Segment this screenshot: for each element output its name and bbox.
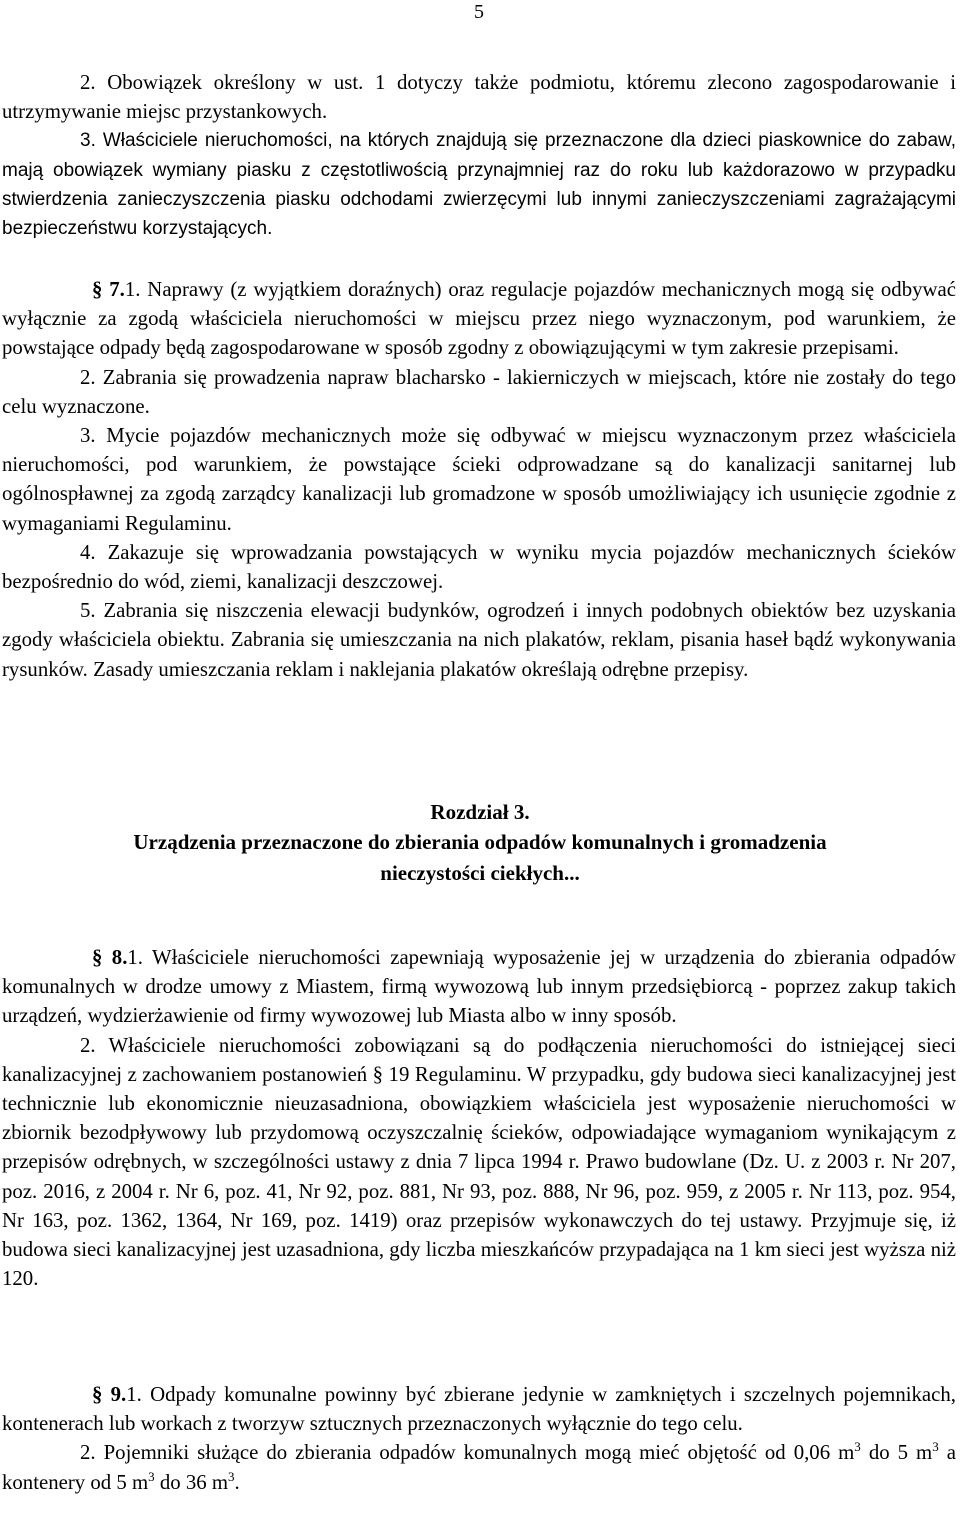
paragraph: 5. Zabrania się niszczenia elewacji budynków, ogrodzeń i innych podobnych obiektów bez uzyskania zgody właściciela obiektu. Zabrania się umieszczania na nich plakatów, reklam, pisania haseł bądź wykonywania rysunków. Zasady umieszczania reklam i naklejania plakatów określają odrębne przepisy. [2, 599, 956, 681]
chapter-title-line2: nieczystości ciekłych... [380, 861, 580, 885]
page-number: 5 [474, 1, 484, 23]
section-number: § 9. [92, 1383, 127, 1406]
paragraph: 3. Mycie pojazdów mechanicznych może się odbywać w miejscu wyznaczonym przez właściciela nieruchomości, pod warunkiem, że powstające ścieki odprowadzane są do kanalizacji sanitarnej lub ogólnospławnej za zgodą zarządcy kanalizacji lub gromadzone w sposób umożliwiający ich usunięcie zgodnie z wymaganiami Regulaminu. [2, 424, 956, 535]
paragraph: § 7.1. Naprawy (z wyjątkiem doraźnych) oraz regulacje pojazdów mechanicznych mogą się odbywać wyłącznie za zgodą właściciela nieruchomości w miejscu przez niego wyznaczonym, pod warunkiem, że powstające odpady będą zagospodarowane w sposób zgodny z obowiązującymi w tym zakresie przepisami. [2, 278, 956, 360]
section-9 [2, 1380, 956, 1497]
chapter-label: Rozdział 3. [430, 800, 530, 824]
paragraph: 2. Właściciele nieruchomości zobowiązani są do podłączenia nieruchomości do istniejącej sieci kanalizacyjnej z zachowaniem postanowień § 19 Regulaminu. W przypadku, gdy budowa sieci kanalizacyjnej jest technicznie lub ekonomicznie nieuzasadniona, obowiązkiem właściciela jest wyposażenie nieruchomości w zbiornik bezodpływowy lub przydomową oczyszczalnię ścieków, odpowiadające wymaganiom wynikającym z przepisów odrębnych, w szczególności ustawy z dnia 7 lipca 1994 r. Prawo budowlane (Dz. U. z 2003 r. Nr 207, poz. 2016, z 2004 r. Nr 6, poz. 41, Nr 92, poz. 881, Nr 93, poz. 888, Nr 96, poz. 959, z 2005 r. Nr 113, poz. 954, Nr 163, poz. 1362, 1364, Nr 169, poz. 1419) oraz przepisów wykonawczych do tej ustawy. Przyjmuje się, iż budowa sieci kanalizacyjnej jest uzasadniona, gdy liczba mieszkańców przypadająca na 1 km sieci jest wyższa niż 120. [2, 1033, 956, 1291]
section-8 [2, 943, 956, 1293]
section-7 [2, 275, 956, 684]
section-6-continuation [2, 68, 956, 243]
paragraph: 3. Właściciele nieruchomości, na których znajdują się przeznaczone dla dzieci piaskownice do zabaw, mają obowiązek wymiany piasku z częstotliwością przynajmniej raz do roku lub każdorazowo w przypadku stwierdzenia zanieczyszczenia piasku odchodami zwierzęcymi lub innymi zanieczyszczeniami zagrażającymi bezpieczeństwu korzystających. [2, 130, 956, 240]
chapter-title-line1: Urządzenia przeznaczone do zbierania odpadów komunalnych i gromadzenia [133, 830, 827, 854]
paragraph: 2. Pojemniki służące do zbierania odpadów komunalnych mogą mieć objętość od 0,06 $m^3$ do 5 $m^3$ a kontenery od 5 $m^3$ do 36 $m^3$. [2, 1439, 956, 1494]
paragraph: 2. Zabrania się prowadzenia napraw blacharsko - lakierniczych w miejscach, które nie zostały do tego celu wyznaczone. [2, 365, 956, 418]
paragraph: 4. Zakazuje się wprowadzania powstających w wyniku mycia pojazdów mechanicznych ścieków bezpośrednio do wód, ziemi, kanalizacji deszczowej. [2, 540, 956, 594]
section-number: § 7. [92, 278, 125, 301]
paragraph: 2. Obowiązek określony w ust. 1 dotyczy także podmiotu, któremu zlecono zagospodarowanie i utrzymywanie miejsc przystankowych. [2, 71, 956, 124]
paragraph: § 9.1. Odpady komunalne powinny być zbierane jedynie w zamkniętych i szczelnych pojemnikach, kontenerach lub workach z tworzyw sztucznych przeznaczonych wyłącznie do tego celu. [2, 1383, 956, 1436]
section-number: § 8. [92, 946, 128, 969]
paragraph: § 8.1. Właściciele nieruchomości zapewniają wyposażenie jej w urządzenia do zbierania odpadów komunalnych w drodze umowy z Miastem, firmą wywozową lub innym przedsiębiorcą - poprzez zakup takich urządzeń, wydzierżawienie od firmy wywozowej lub Miasta albo w inny sposób. [2, 946, 956, 1028]
